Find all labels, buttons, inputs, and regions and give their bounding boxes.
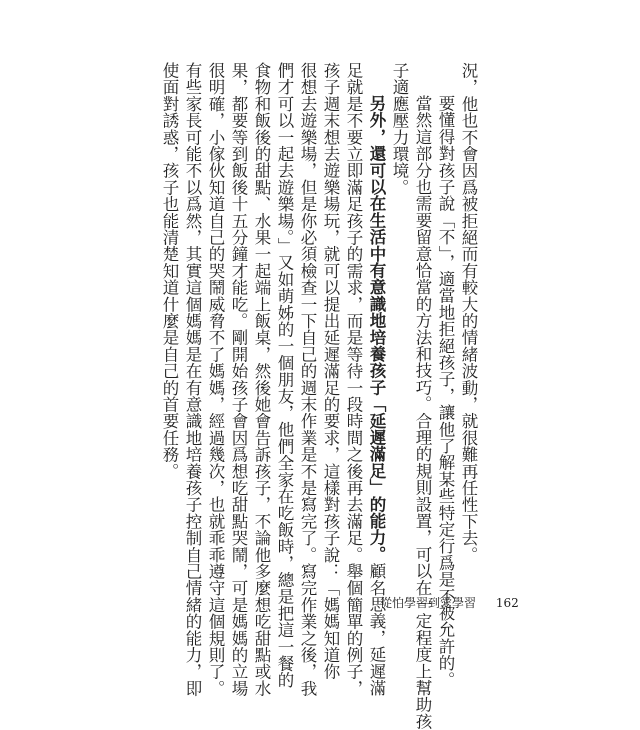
text-line: [434, 62, 457, 688]
line-text: 孩子週末想去遊樂場玩，就可以提出延遲滿足的要求，這樣對孩子說：「媽媽知道你: [321, 62, 340, 680]
running-title: 從怕學習到愛學習: [380, 596, 477, 610]
text-line: [296, 62, 319, 697]
text-line: [342, 62, 365, 697]
line-text: 使面對誘惑，孩子也能清楚知道什麼是自己的首要任務。: [160, 62, 179, 480]
text-line: [250, 62, 273, 697]
line-text: 足就是不要立即滿足孩子的需求，而是等待一段時間之後再去滿足。舉個簡單的例子，: [344, 62, 363, 697]
page-number: 162: [495, 596, 519, 610]
line-text: 食物和飯後的甜點、水果一起端上飯桌，然後她會告訴孩子，不論他多麼想吃甜點或水: [252, 62, 271, 697]
text-line: [365, 62, 388, 697]
line-text: 有些家長可能不以爲然，其實這個媽媽是在有意識地培養孩子控制自己情緒的能力，即: [183, 62, 202, 697]
text-line: [158, 62, 181, 582]
line-text: 當然這部分也需要留意恰當的方法和技巧。合理的規則設置，可以在一定程度上幫助孩: [413, 95, 432, 730]
line-text: 果，都要等到飯後十五分鐘才能吃。剛開始孩子會因爲想吃甜點哭鬧，可是媽媽的立場: [229, 62, 248, 697]
text-line: [457, 62, 480, 582]
line-text: 況，他也不會因爲被拒絕而有較大的情緒波動，就很難再任性下去。: [459, 62, 478, 563]
text-line: [204, 62, 227, 697]
page-footer: [380, 594, 519, 611]
line-text: 顧名思義，延遲滿: [367, 562, 386, 697]
text-line: [181, 62, 204, 697]
text-line: [388, 62, 411, 582]
line-text: 們才可以一起去遊樂場。」又如萌姊的一個朋友，他們全家在吃飯時，總是把這一餐的: [275, 62, 294, 689]
text-line: [319, 62, 342, 680]
line-text: 很明確，小傢伙知道自己的哭鬧威脅不了媽媽，經過幾次，也就乖乖遵守這個規則了。: [206, 62, 225, 697]
line-text: 子適應壓力環境。: [390, 62, 409, 196]
text-line: [227, 62, 250, 697]
text-line: [411, 62, 434, 730]
line-text: 要懂得對孩子說「不」，適當地拒絕孩子，讓他了解某些特定行爲是不被允許的。: [436, 95, 455, 688]
line-text: 很想去遊樂場，但是你必須檢查一下自己的週末作業是不是寫完了。寫完作業之後，我: [298, 62, 317, 697]
bold-lead-text: 另外，還可以在生活中有意識地培養孩子「延遲滿足」的能力。: [367, 95, 386, 563]
text-line: [273, 62, 296, 689]
